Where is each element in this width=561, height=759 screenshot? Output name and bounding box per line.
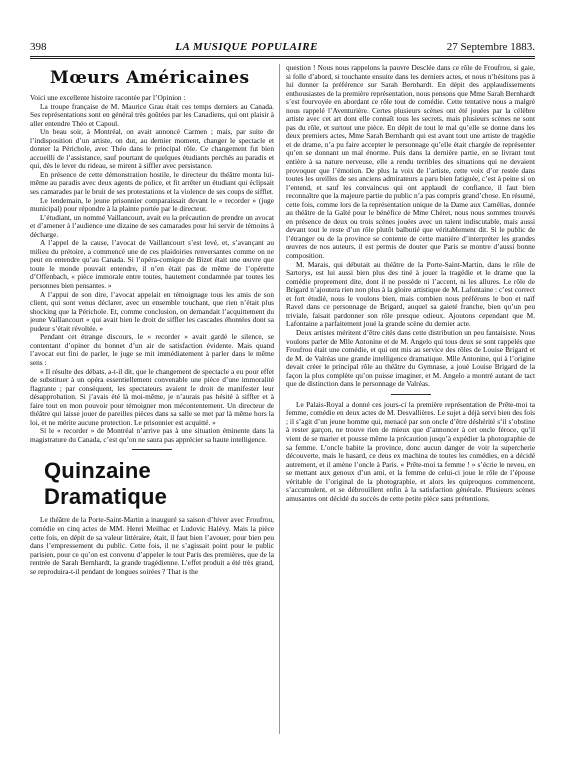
paragraph: Le lendemain, le jeune prisonnier comparaissait devant le « recorder » (juge municipal) pour répondre à la plainte portée par le directeur. [30, 195, 274, 214]
header-rule-double [30, 58, 535, 59]
paragraph: Voici une excellente histoire racontée par l’Opinion : [30, 93, 186, 102]
paragraph: A l’appui de son dire, l’avocat appelait en témoignage tous les amis de son client, qui sont venus déclarer, avec un ensemble touchant, que rien n’était plus shocking que la Périchole. Et, comme conclusion, on demandait l’acquittement du jeune Vaillancourt « qui avait bien le droit de siffler les cascades éhontées dont sa pudeur s’était révoltée. » [30, 289, 274, 333]
page-number: 398 [30, 41, 47, 53]
header-rule [30, 56, 535, 57]
paragraph: Pendant cet étrange discours, le « recorder » avait gardé le silence, se contentant d’opiner du bonnet d’un air de satisfaction évidente. Mais quand l’avocat eut fini de parler, le juge se mit immédiatement à parler dans le même sens : [30, 332, 274, 367]
paragraph: Si le « recorder » de Montréal n’arrive pas à une situation éminente dans la magistrature du Canada, c’est qu’on ne saura pas apprécier sa haute intelligence. [30, 426, 274, 444]
paragraph: « Il résulte des débats, a-t-il dit, que le changement de spectacle a eu pour effet de substituer à un opéra essentiellement convenable une pièce d’une immoralité flagrante ; par conséquent, les spectateurs avaient le droit de manifester leur désapprobation. Si j’avais été là moi-même, je n’aurais pas hésité à siffler et à faire tout en mon pouvoir pour témoigner mon mécontentement. Un directeur de théâtre qui laisse jouer de pareilles pièces dans sa salle se met par là même hors la loi, et ne mérite aucune protection. Le prisonnier est acquitté. » [30, 366, 274, 427]
paragraph: Le théâtre de la Porte-Saint-Martin a inauguré sa saison d’hiver avec Froufrou, comédie en cinq actes de MM. Henri Meilhac et Ludovic Halévy. Mais la pièce cette fois, en dépit de sa valeur littéraire, était, il faut bien l’avouer, pour bien peu dans l’empressement du public. Cette fois, il ne s’agissait point pour le public parisien, pour ce qu’on est convenu d’appeler le tout Paris des premières, que de la rentrée de Sarah Bernhardt, la grande tragédienne. L’effet produit a été très grand, se reproduira-t-il pendant de longues soirées ? That is the [30, 515, 274, 576]
paragraph: question ! Nous nous rappelons la pauvre Desclée dans ce rôle de Froufrou, si gaie, si folle d’abord, si touchante ensuite dans les derniers actes, et nous n’hésitons pas à lui donner la préférence sur Sarah Bernhardt. En dépit des applaudissements enthousiastes de la première représentation, nous pensons que Mme Sarah Bernhardt s’est fourvoyée en abordant ce rôle tout de comédie. Cette tentative nous a malgré nous rappelé l’Aventurière. Certes plusieurs scènes ont été jouées par la célèbre artiste avec cet art dont elle connaît tous les secrets, mais plusieurs scènes ne sont pas du rôle, et surtout une pièce. En dépit de tout le mal qu’elle se donne dans les deux premiers actes, Mme Sarah Bernhardt qui est avant tout une artiste de tragédie et de drame, n’a pu faire accepter le personnage qu’elle était chargée de représenter qu’en se donnant un mal énorme. Puis dans la dernière partie, en se livrant tout entière à sa nature nerveuse, elle a rendu terribles des situations qui ne devaient provoquer que l’émotion. De plus la voix de l’artiste, cette voix d’or restée dans toutes les oreilles de ses anciens admirateurs a paru bien fatiguée, c’est à peine si on l’entend, et sauf les convaincus qui ont applaudi de confiance, il faut bien reconnaître que la majeure partie du public n’a pas compris grand’chose. En résumé, cette fois, comme lors de la représentation unique de la Dame aux Camélias, donnée au théâtre de la Gaîté pour le bénéfice de Mme Chéret, nous nous sommes trouvés en présence de deux ou trois scènes jouées avec un talent indiscutable, mais aussi devant tout le reste d’un rôle plutôt balbutié que véritablement dit. Si le public de l’étranger ou de la province se contente de cette manière d’interpréter les grandes œuvres de nos auteurs, il est permis de douter que Paris se montre d’aussi bonne composition. [286, 64, 535, 261]
paragraph: La troupe française de M. Maurice Grau était ces temps derniers au Canada. Ses représentations sont en général très goûtées par les Canadiens, qui ont plaisir à aller entendre Théo et Capoul. [30, 101, 274, 128]
left-column [30, 64, 274, 744]
paragraph: A l’appel de la cause, l’avocat de Vaillancourt s’est levé, et, s’avançant au milieu du prétoire, a commencé une de ces plaidoiries renversantes comme on ne peut en entendre qu’au Canada. Si l’opéra-comique de Bizet était une œuvre que toute le monde pouvait entendre, il n’en était pas de même de l’opérette d’Offenbach, « pièce immorale entre toutes, hautement condamnée par toutes les personnes bien pensantes. » [30, 238, 274, 291]
right-column [286, 64, 535, 744]
article-body-moeurs [30, 94, 274, 444]
paragraph: L’étudiant, un nommé Vaillancourt, avait eu la précaution de prendre un avocat et d’amener à l’audience une dizaine de ses camarades pour lui servir de témoins à décharge. [30, 212, 274, 239]
column-divider [279, 64, 280, 734]
article-title-quinzaine: Quinzaine Dramatique [44, 458, 168, 510]
article-body-quinzaine [30, 516, 274, 576]
journal-title: LA MUSIQUE POPULAIRE [175, 41, 318, 53]
issue-date: 27 Septembre 1883. [446, 41, 535, 53]
newspaper-page [30, 40, 535, 745]
section-divider [132, 449, 172, 450]
paragraph: En présence de cette démonstration hostile, le directeur du théâtre monta lui-même au paradis avec deux agents de police, et fit arrêter un étudiant qui éclipsait ses camarades par le bruit de ses protestations et la violence de ses coups de sifflet. [30, 169, 274, 197]
paragraph: M. Marais, qui débutait au théâtre de la Porte-Saint-Martin, dans le rôle de Sartorys, est lui aussi bien plus des tiné à jouer la tragédie et le drame que la comédie proprement dite, dont il ne possède ni l’accent, ni les allures. Le rôle de Brigard n’ajoutera rien non plus à la gloire artistique de M. Lafontaine : c’est correct et fort étudié, nous le voulons bien, mais combien nous préférons le bon et naïf Ravel dans ce personnage de Brigard, auquel sa gaieté franche, bien qu’un peu triviale, faisait pardonner son rôle presque odieux. Ajoutons cependant que M. Lafontaine a parfaitement joué la grande scène du dernier acte. [286, 259, 535, 329]
article-title-moeurs: Mœurs Américaines [50, 68, 250, 88]
paragraph: Deux artistes méritent d’être cités dans cette distribution un peu fantaisiste. Nous voulons parler de Mlle Antonine et de M. Angelo qui tous deux se sont rappelés que Froufrou était une comédie, et qui ont mis au service des rôles de Louise Brigard et de M. de Valréas une grande intelligence dramatique. Mlle Antonine, qui à l’origine devait créer le principal rôle au théâtre du Gymnase, a joué Louise Brigard de la façon la plus complète qu’on puisse imaginer, et M. Angelo a montré autant de tact que de distinction dans le personnage de Valréas. [286, 327, 535, 389]
section-divider [391, 394, 431, 395]
paragraph: Un beau soir, à Montréal, on avait annoncé Carmen ; mais, par suite de l’indisposition d’un artiste, on dut, au dernier moment, changer le spectacle et donner la Périchole, avec Théo dans le principal rôle. Ce changement fut bien accueilli de l’assistance, sauf pourtant de quelques étudiants perchés au paradis et qui, dès le lever du rideau, se mirent à siffler avec persistance. [30, 127, 274, 171]
paragraph: Le Palais-Royal a donné ces jours-ci la première représentation de Prête-moi ta femme, comédie en deux actes de M. Desvallières. Le sujet a déjà servi bien des fois ; il s’agit d’un jeune homme qui, menacé par son oncle d’être déshérité s’il s’obstine à rester garçon, ne trouve rien de mieux que d’annoncer à cet oncle féroce, qu’il vient de se marier et pousse même la précaution jusqu’à expédier la photographie de sa femme. L’oncle habite la province, donc aucun danger de voir la supercherie découverte, mais le hasard, ce deus ex machina de toutes les comédies, en a décidé autrement, et il amène l’oncle à Paris. « Prête-moi ta femme ! » s’écrie le neveu, en se mettant aux genoux d’un ami, et la femme de celui-ci joue le rôle de l’épouse véritable de l’original de la photographie, et alors les quiproquos commencent, s’accumulent, et se débrouillent enfin à la satisfaction générale. Plusieurs scènes amusantes ont décidé du succès de cette petite pièce sans prétentions. [286, 399, 535, 503]
page-header [30, 40, 535, 54]
